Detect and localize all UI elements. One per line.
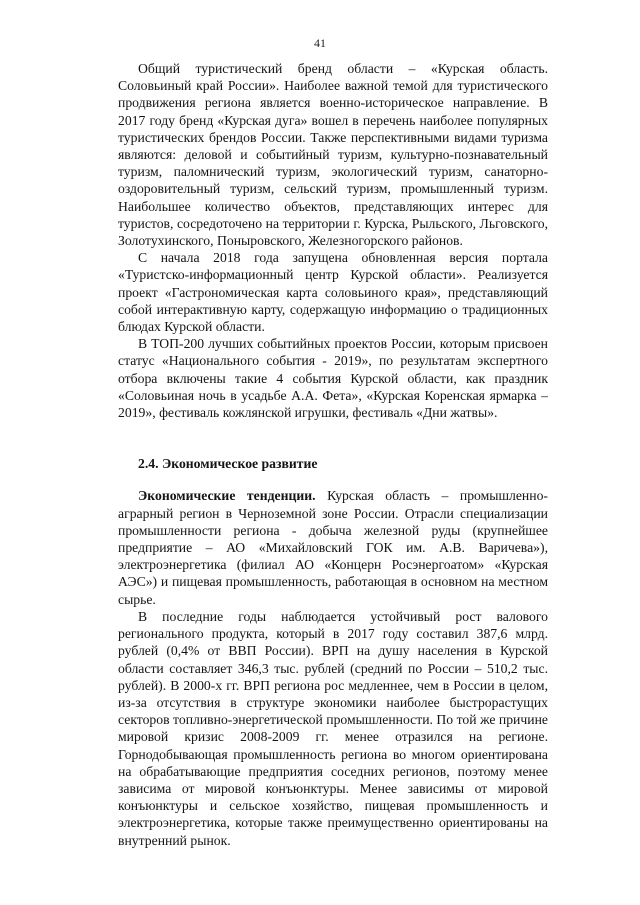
section-heading: 2.4. Экономическое развитие (138, 456, 318, 472)
page-number: 41 (314, 36, 326, 50)
paragraph-top-200-events: В ТОП-200 лучших событийных проектов России, которым присвоен статус «Национального события - 2019», по результатам экспертного отбора включены такие 4 события Курской области, как праздник «Соловьиная ночь в усадьбе А.А. Фета», «Курская Коренская ярмарка – 2019», фестиваль кожлянской игрушки, фестиваль «Дни жатвы». (118, 336, 548, 421)
lead-term: Экономические тенденции. (138, 488, 316, 504)
paragraph-economic-trends (118, 487, 548, 607)
paragraph-grp-growth: В последние годы наблюдается устойчивый рост валового регионального продукта, который в 2017 году составил 387,6 млрд. рублей (0,4% от ВВП России). ВРП на душу населения в Курской области составляет 346,3 тыс. рублей (средний по России – 510,2 тыс. рублей). В 2000-х гг. ВРП региона рос медленнее, чем в России в целом, из-за отсутствия в структуре экономики наиболее быстрорастущих секторов топливно-энергетической промышленности. По той же причине мировой кризис 2008-2009 гг. менее отразился на регионе. Горнодобывающая промышленность региона во многом ориентирована на обрабатывающие предприятия соседних регионов, поэтому менее зависима от мировой конъюнктуры. Менее зависимы от мировой конъюнктуры и сельское хозяйство, пищевая промышленность и электроэнергетика, которые также преимущественно ориентированы на внутренний рынок. (118, 608, 548, 848)
paragraph-tourism-portal: С начала 2018 года запущена обновленная версия портала «Туристско-информационный центр Курской области». Реализуется проект «Гастрономическая карта соловьиного края», представляющий собой интерактивную карту, содержащую информацию о традиционных блюдах Курской области. (118, 250, 548, 335)
lead-text: Курская область – промышленно-аграрный регион в Черноземной зоне России. Отрасли специализации промышленности региона - добыча железной руды (крупнейшее предприятие – АО «Михайловский ГОК им. А.В. Варичева»), электроэнергетика (филиал АО «Концерн Росэнергоатом» «Курская АЭС») и пищевая промышленность, работающая в основном на местном сырье. (118, 488, 548, 607)
paragraph-tourism-brand: Общий туристический бренд области – «Курская область. Соловьиный край России». Наиболее важной темой для туристического продвижения региона является военно-историческое направление. В 2017 году бренд «Курская дуга» вошел в перечень наиболее популярных туристических брендов России. Также перспективными видами туризма являются: деловой и событийный туризм, культурно-познавательный туризм, паломнический туризм, экологический туризм, санаторно-оздоровительный туризм, сельский туризм, промышленный туризм. Наибольшее количество объектов, представляющих интерес для туристов, сосредоточено на территории г. Курска, Рыльского, Льговского, Золотухинского, Поныровского, Железногорского районов. (118, 61, 548, 249)
text-body (118, 60, 548, 849)
